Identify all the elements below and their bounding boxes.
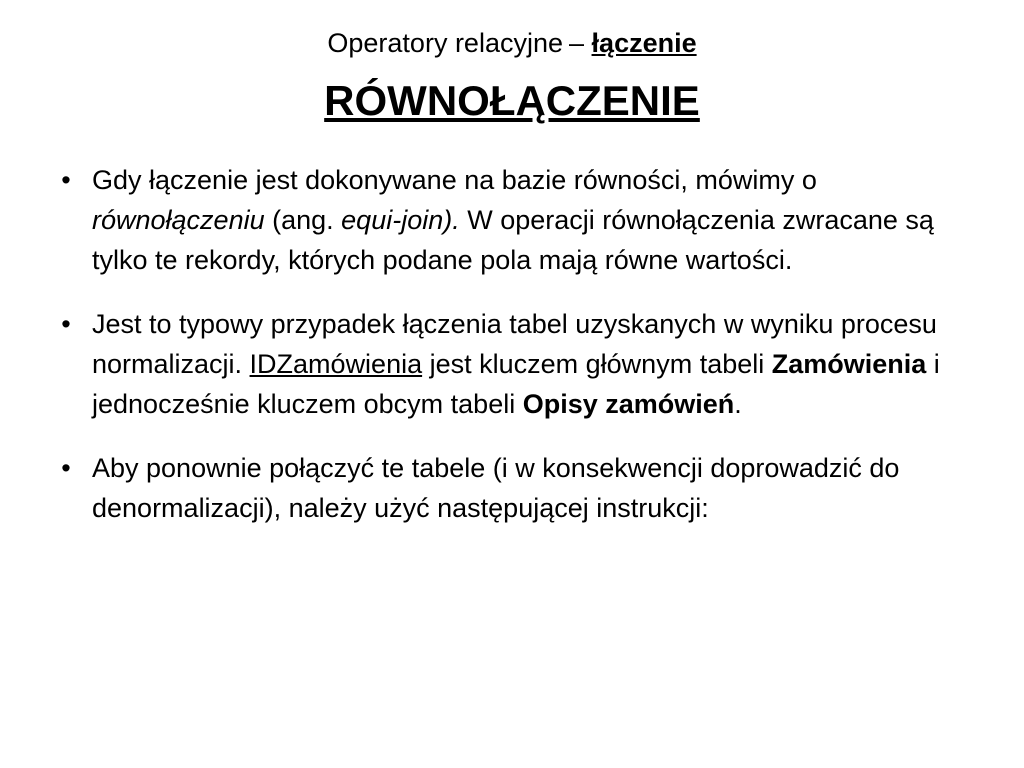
bullet-item-normalization [56, 304, 996, 424]
key-idzamowienia: IDZamówienia [249, 349, 423, 379]
term-equi-join: equi-join). [341, 205, 460, 235]
table-name-opisy-zamowien: Opisy zamówień [522, 389, 735, 419]
bullet-marker: • [61, 165, 71, 195]
bullet-text: Aby ponownie połączyć te tabele (i w konsekwencji doprowadzić do denormalizacji), należy użyć następującej instrukcji: [92, 453, 900, 523]
subtitle-topic: łączenie [591, 28, 697, 58]
term-rownolaczenie: równołączeniu [92, 205, 265, 235]
slide-title: RÓWNOŁĄCZENIE [324, 77, 700, 124]
slide-subtitle [0, 26, 1024, 60]
subtitle-prefix: Operatory relacyjne [327, 28, 563, 58]
bullet-text: (ang. [264, 205, 342, 235]
bullet-text: i jednocześnie kluczem obcym tabeli [92, 349, 940, 419]
bullet-text: W operacji równołączenia zwracane są tylko te rekordy, których podane pola mają równe wartości. [92, 205, 934, 275]
bullet-marker: • [61, 453, 71, 483]
bullet-marker: • [61, 309, 71, 339]
bullet-list [56, 160, 996, 552]
bullet-text: jest kluczem głównym tabeli [422, 349, 772, 379]
bullet-text: Jest to typowy przypadek łączenia tabel uzyskanych w wyniku procesu normalizacji. [92, 309, 937, 379]
bullet-text: Gdy łączenie jest dokonywane na bazie równości, mówimy o [92, 165, 817, 195]
bullet-item-instruction [56, 448, 996, 528]
table-name-zamowienia: Zamówienia [771, 349, 927, 379]
subtitle-dash: – [569, 28, 585, 58]
bullet-item-equijoin [56, 160, 996, 280]
bullet-text: . [734, 389, 742, 419]
